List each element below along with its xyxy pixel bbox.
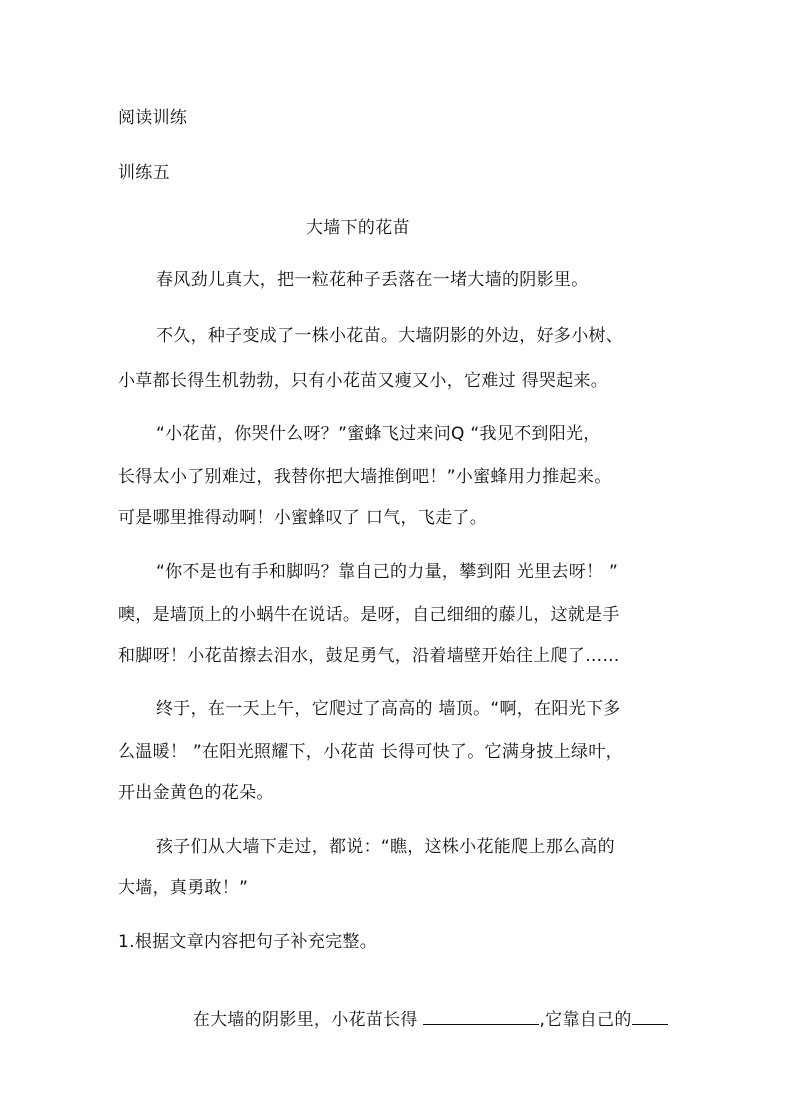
passage-line: 么温暖！ ”在阳光照耀下，小花苗 长得可快了。它满身披上绿叶，: [118, 742, 623, 762]
subheading: 训练五: [118, 163, 170, 183]
passage-line: “你不是也有手和脚吗？靠自己的力量，攀到阳 光里去呀！ ”: [156, 562, 619, 582]
question-1-sentence: [170, 987, 668, 1053]
passage-line: 噢，是墙顶上的小蜗牛在说话。是呀，自己细细的藤儿，这就是手: [118, 605, 620, 625]
heading: 阅读训练: [118, 108, 188, 128]
answer-blank-1[interactable]: [423, 1010, 539, 1025]
passage-line: 开出金黄色的花朵。: [118, 783, 274, 803]
passage-line: 小草都长得生机勃勃，只有小花苗又瘦又小，它难过 得哭起来。: [118, 371, 609, 391]
passage-line: “小花苗，你哭什么呀？”蜜蜂飞过来问Q “我见不到阳光，: [156, 424, 601, 444]
passage-line: 大墙，真勇敢！”: [118, 878, 249, 898]
question-1-text-part1: 在大墙的阴影里，小花苗长得: [192, 1010, 424, 1030]
passage-line: 不久，种子变成了一株小花苗。大墙阴影的外边，好多小树、: [156, 326, 624, 346]
passage-title: 大墙下的花苗: [306, 218, 410, 238]
passage-line: 和脚呀！小花苗擦去泪水，鼓足勇气，沿着墙壁开始往上爬了……: [118, 646, 620, 666]
answer-blank-2[interactable]: [632, 1010, 668, 1025]
passage-line: 可是哪里推得动啊！小蜜蜂叹了 口气，飞走了。: [118, 508, 488, 528]
passage-line: 孩子们从大墙下走过，都说：“瞧，这株小花能爬上那么高的: [156, 837, 615, 857]
passage-line: 春风劲儿真大，把一粒花种子丢落在一堵大墙的阴影里。: [156, 270, 589, 290]
question-1-text-part2: ,它靠自己的: [539, 1010, 632, 1030]
passage-line: 长得太小了别难过，我替你把大墙推倒吧！”小蜜蜂用力推起来。: [118, 467, 612, 487]
passage-line: 终于，在一天上午，它爬过了高高的 墙顶。“啊，在阳光下多: [156, 699, 621, 719]
question-1: 1.根据文章内容把句子补充完整。: [118, 932, 378, 952]
